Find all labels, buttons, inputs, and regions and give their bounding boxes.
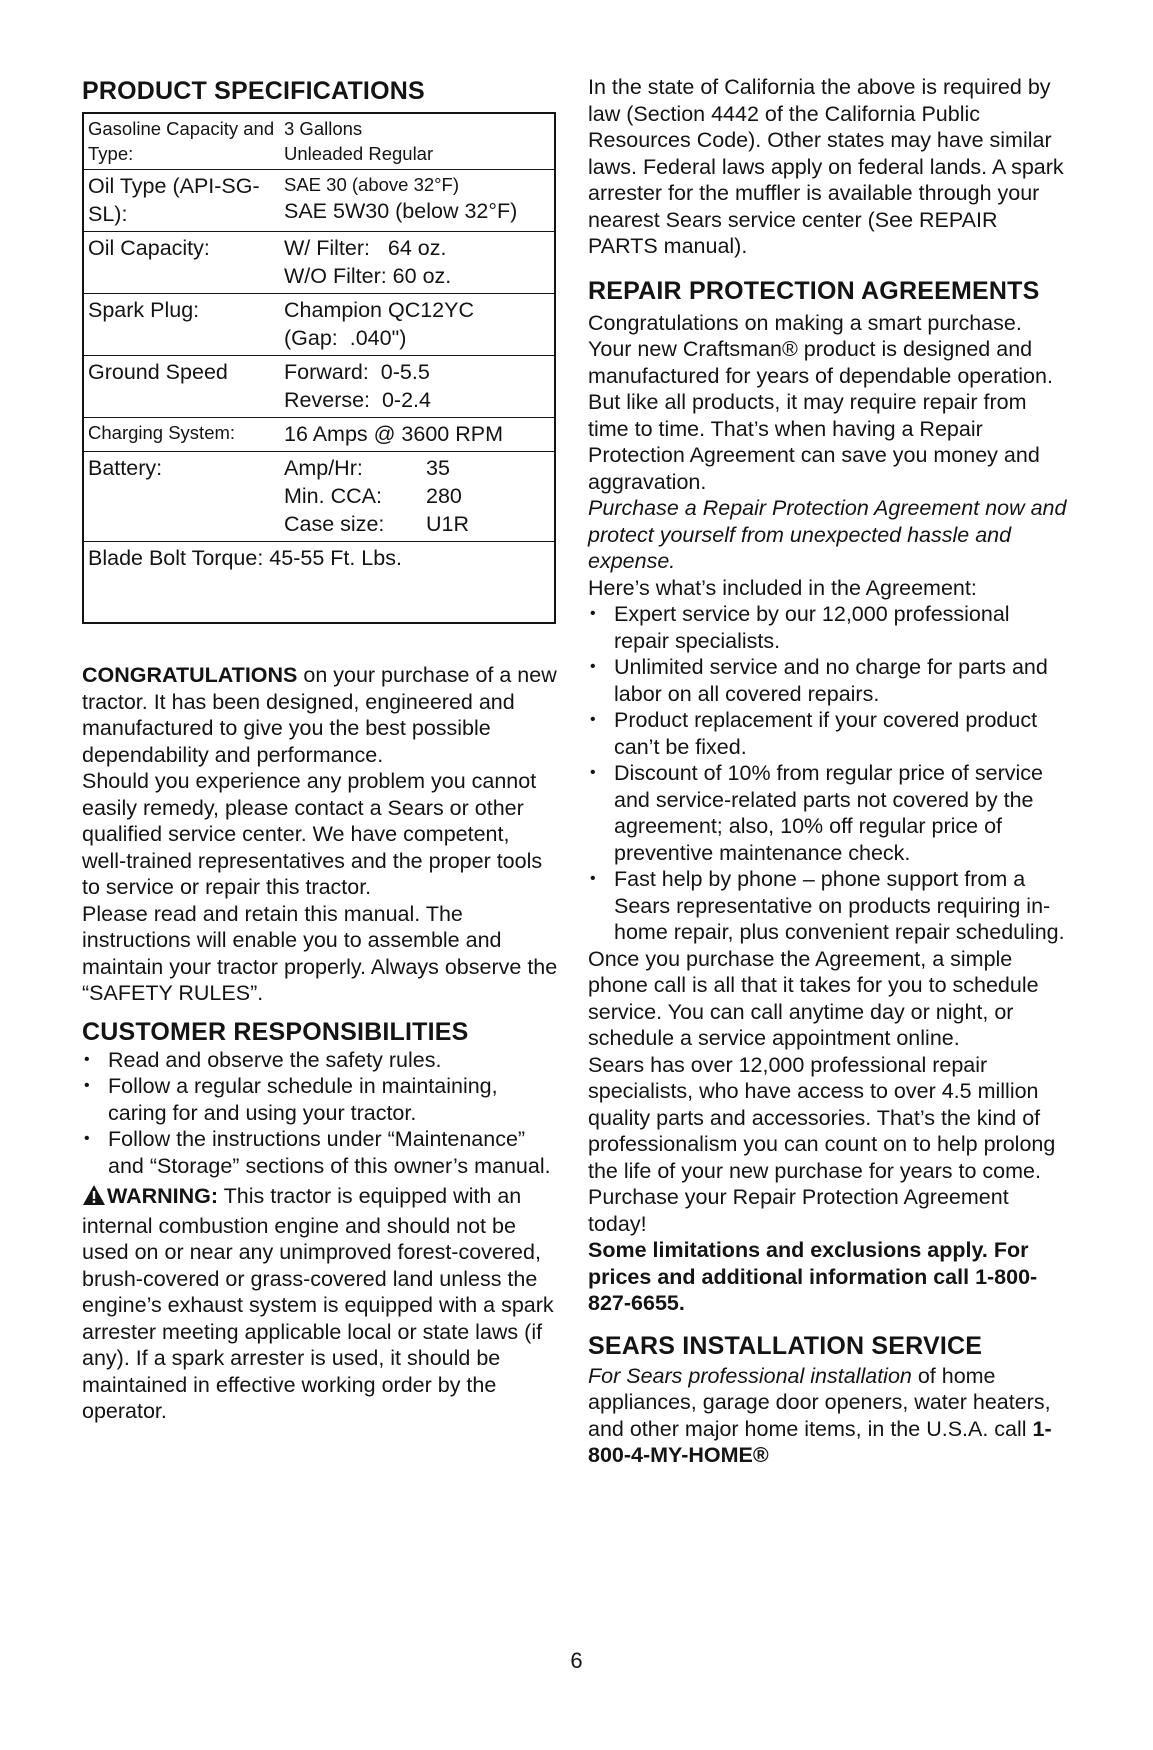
- repair-protection-heading: REPAIR PROTECTION AGREEMENTS: [588, 276, 1040, 305]
- battery-key: Amp/Hr:: [284, 456, 363, 480]
- spec-value-line: Forward: 0-5.5: [284, 360, 430, 384]
- spec-value-text: 45-55 Ft. Lbs.: [269, 546, 402, 570]
- spec-row-ground-speed: [84, 356, 554, 418]
- spec-label: Blade Bolt Torque:: [88, 546, 264, 570]
- repair-intro-paragraph: Congratulations on making a smart purchase. Your new Craftsman® product is designed and manufactured for years of dependable operation. But like all products, it may require repair from time to time. That’s when having a Repair Protection Agreement can save you money and aggravation.: [588, 310, 1053, 494]
- spec-value-line: 3 Gallons: [284, 118, 363, 139]
- warning-paragraph: [82, 1183, 558, 1425]
- spec-label: Charging System:: [88, 422, 236, 443]
- battery-key: Min. CCA:: [284, 484, 382, 508]
- spec-value: [284, 358, 554, 414]
- list-item: • Discount of 10% from regular price of service and service-related parts not covered by the agreement; also, 10% off regular price of preventive maintenance check.: [588, 760, 1068, 866]
- spec-row-oil-capacity: [84, 232, 554, 294]
- customer-responsibilities-heading: CUSTOMER RESPONSIBILITIES: [82, 1017, 469, 1046]
- spec-label: Oil Capacity:: [88, 236, 210, 260]
- battery-key: Case size:: [284, 512, 385, 536]
- spec-value-line: SAE 30 (above 32°F): [284, 174, 460, 195]
- spec-value-line: 16 Amps @ 3600 RPM: [284, 422, 504, 446]
- spec-value-line: SAE 5W30 (below 32°F): [284, 199, 518, 223]
- spec-value-line: W/O Filter: 60 oz.: [284, 264, 452, 288]
- battery-value: 35: [426, 456, 450, 480]
- congratulations-paragraph: [82, 662, 558, 768]
- spec-value: [284, 420, 554, 448]
- page-number: 6: [570, 1648, 583, 1673]
- spec-row-charging-system: [84, 418, 554, 452]
- installation-phone: 1-800-4-MY-HOME®: [588, 1416, 1052, 1467]
- list-item: • Product replacement if your covered product can’t be fixed.: [588, 707, 1068, 760]
- limitations-paragraph: Some limitations and exclusions apply. For prices and additional information call 1-800-827-6655.: [588, 1238, 1038, 1315]
- list-item: • Follow the instructions under “Maintenance” and “Storage” sections of this owner’s manual.: [82, 1126, 558, 1179]
- product-specifications-heading: PRODUCT SPECIFICATIONS: [82, 77, 425, 105]
- spec-value-line: Champion QC12YC: [284, 298, 475, 322]
- warning-triangle-icon: [82, 1184, 106, 1213]
- battery-value: 280: [426, 484, 462, 508]
- warning-label: WARNING:: [107, 1184, 219, 1208]
- responsibilities-list: [82, 1047, 558, 1180]
- right-column: [588, 0, 1068, 1469]
- spec-row-battery: [84, 452, 554, 542]
- specifications-table: [82, 112, 556, 624]
- spec-row-gasoline: [84, 114, 554, 170]
- once-paragraph: Once you purchase the Agreement, a simple phone call is all that it takes for you to schedule service. You can call anytime day or night, or schedule a service appointment online.: [588, 946, 1039, 1050]
- spec-value: [284, 296, 554, 352]
- spec-value-line: W/ Filter: 64 oz.: [284, 236, 447, 260]
- sears-paragraph: Sears has over 12,000 professional repair specialists, who have access to over 4.5 million quality parts and accessories. That’s the kind of professionalism you can count on to help prolong the life of your new purchase for years to come. Purchase your Repair Protection Agreement today!: [588, 1052, 1056, 1236]
- manual-paragraph: Please read and retain this manual. The instructions will enable you to assemble and maintain your tractor properly. Always observe the “SAFETY RULES”.: [82, 901, 558, 1005]
- list-item: • Follow a regular schedule in maintaining, caring for and using your tractor.: [82, 1073, 558, 1126]
- included-paragraph: Here’s what’s included in the Agreement:: [588, 575, 977, 600]
- congratulations-text: on your purchase of a new tractor. It has been designed, engineered and manufactured to give you the best possible dependability and performance.: [82, 663, 557, 767]
- spec-value: [88, 544, 554, 619]
- spec-value: [284, 234, 554, 290]
- spec-row-spark-plug: [84, 294, 554, 356]
- congratulations-lead: CONGRATULATIONS: [82, 663, 298, 687]
- left-column: [82, 0, 558, 1425]
- spec-label: Battery:: [88, 456, 163, 480]
- spec-value: [284, 172, 554, 228]
- california-paragraph: In the state of California the above is required by law (Section 4442 of the California Public Resources Code). Other states may have similar laws. Federal laws apply on federal lands. A spark arrester for the muffler is available through your nearest Sears service center (See REPAIR PARTS manual).: [588, 75, 1064, 258]
- spec-label: Ground Speed: [88, 360, 228, 384]
- spec-value-line: (Gap: .040"): [284, 326, 407, 350]
- spec-value: [284, 454, 554, 538]
- list-item: • Fast help by phone – phone support from a Sears representative on products requiring in-home repair, plus convenient repair scheduling.: [588, 866, 1068, 946]
- spec-row-blade-bolt-torque: [84, 542, 554, 622]
- spec-label: Spark Plug:: [88, 298, 200, 322]
- warning-text: This tractor is equipped with an internal combustion engine and should not be used on or near any unimproved forest-covered, brush-covered or grass-covered land unless the engine’s exhaust system is equipped with a spark arrester meeting applicable local or state laws (if any). If a spark arrester is used, it should be maintained in effective working order by the operator.: [82, 1184, 554, 1423]
- spec-label: Oil Type (API-SG-SL):: [88, 174, 260, 226]
- installation-heading: SEARS INSTALLATION SERVICE: [588, 1331, 983, 1360]
- repair-italic-paragraph: Purchase a Repair Protection Agreement now and protect yourself from unexpected hassle and expense.: [588, 496, 1067, 573]
- battery-value: U1R: [426, 512, 470, 536]
- installation-text: of home appliances, garage door openers, water heaters, and other major home items, in the U.S.A. call: [588, 1363, 1051, 1441]
- spec-value-line: Unleaded Regular: [284, 143, 434, 164]
- installation-italic: For Sears professional installation: [588, 1363, 912, 1388]
- installation-paragraph: [588, 1363, 1068, 1469]
- list-item: • Read and observe the safety rules.: [82, 1047, 558, 1074]
- spec-label: Gasoline Capacity and Type:: [88, 118, 275, 164]
- spec-value: [284, 116, 554, 166]
- list-item: • Expert service by our 12,000 professional repair specialists.: [588, 601, 1068, 654]
- battery-grid: [284, 454, 554, 538]
- agreement-list: [588, 601, 1068, 946]
- spec-row-oil-type: [84, 170, 554, 232]
- list-item: • Unlimited service and no charge for parts and labor on all covered repairs.: [588, 654, 1068, 707]
- service-paragraph: Should you experience any problem you cannot easily remedy, please contact a Sears or other qualified service center. We have competent, well-trained representatives and the proper tools to service or repair this tractor.: [82, 769, 543, 899]
- spec-value-line: Reverse: 0-2.4: [284, 388, 431, 412]
